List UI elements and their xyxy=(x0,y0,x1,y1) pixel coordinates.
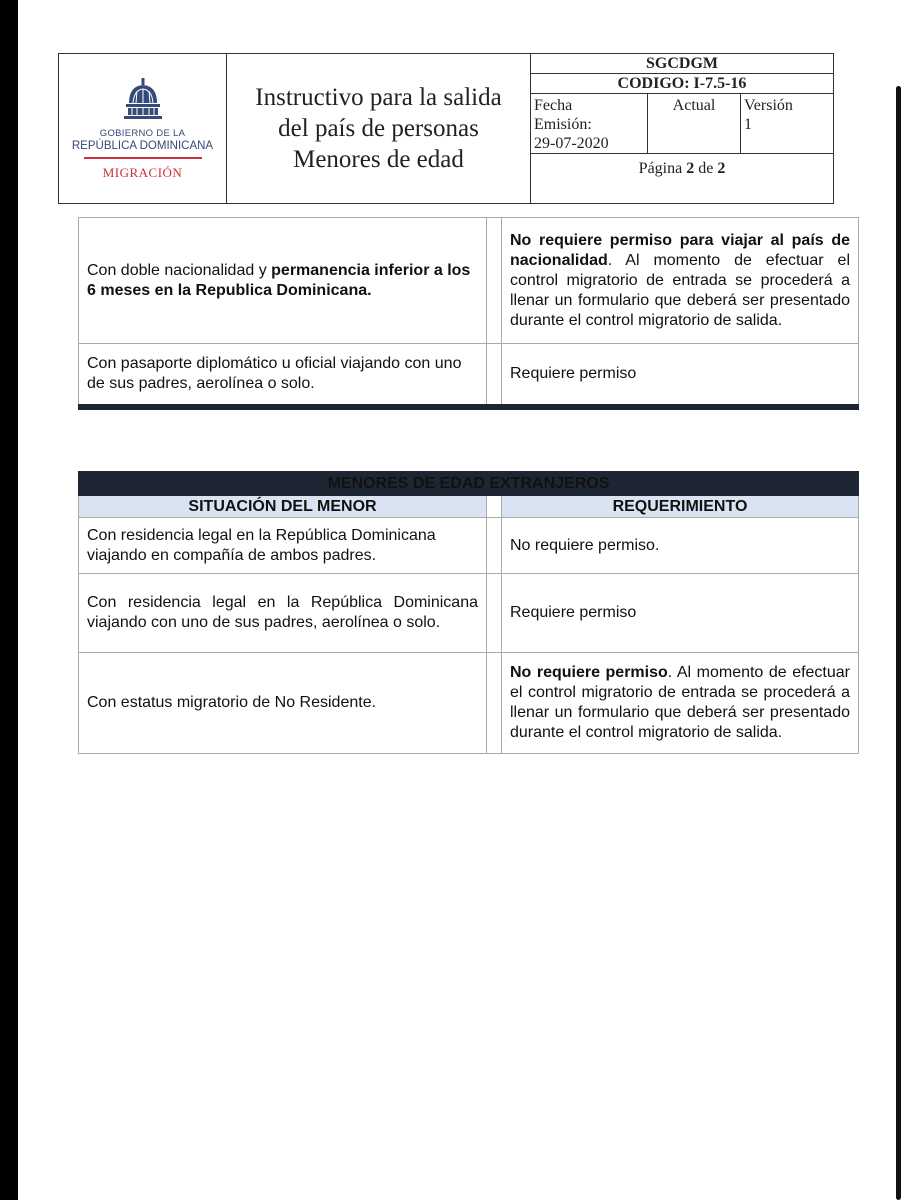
logo-cell xyxy=(59,54,227,204)
pagina-total: 2 xyxy=(717,160,726,177)
fecha-emision-cell xyxy=(531,94,648,154)
situation-text: Con residencia legal en la República Dominicana viajando con uno de sus padres, aerolínea o solo. xyxy=(87,594,478,631)
pagina-prefix: Página xyxy=(638,160,683,177)
logo-divider xyxy=(84,157,202,159)
table-title: MENORES DE EDAD EXTRANJEROS xyxy=(79,472,859,496)
document-title xyxy=(227,54,531,204)
column-gap xyxy=(487,344,502,405)
version-cell xyxy=(741,94,834,154)
version-label: Versión xyxy=(744,97,793,114)
document-header-table xyxy=(58,53,834,204)
requirement-text: No requiere permiso. xyxy=(510,536,660,554)
page-number-cell xyxy=(531,154,834,204)
situation-text: Con estatus migratorio de No Residente. xyxy=(87,694,377,711)
requirement-bold-text: No requiere permiso para viajar al país de nacionalidad xyxy=(510,231,850,269)
title-line-3: Menores de edad xyxy=(293,146,464,173)
version-value: 1 xyxy=(744,116,752,133)
logo-migracion-text: MIGRACIÓN xyxy=(102,164,183,180)
column-header-situation: SITUACIÓN DEL MENOR xyxy=(79,496,487,518)
foreign-minors-table xyxy=(78,471,859,754)
scrollbar-thumb[interactable] xyxy=(896,86,901,1200)
situation-cell xyxy=(79,574,487,653)
requirement-bold-text: No requiere permiso xyxy=(510,664,668,681)
table-row xyxy=(79,574,859,653)
table-row xyxy=(79,344,859,405)
actual-label: Actual xyxy=(672,97,716,114)
requirement-cell xyxy=(502,653,859,754)
requirement-cell xyxy=(502,344,859,405)
table-row xyxy=(79,518,859,574)
column-header-requirement: REQUERIMIENTO xyxy=(502,496,859,518)
fecha-label: Fecha xyxy=(534,97,573,114)
column-gap xyxy=(487,518,502,574)
situation-cell xyxy=(79,344,487,405)
title-line-1: Instructivo para la salida xyxy=(255,84,502,111)
emision-label: Emisión: xyxy=(534,116,592,133)
logo-republica-text: REPÚBLICA DOMINICANA xyxy=(71,139,214,152)
requirement-text: Requiere permiso xyxy=(510,604,637,621)
codigo-label: CODIGO: I-7.5-16 xyxy=(531,74,834,94)
sgcdgm-label: SGCDGM xyxy=(531,54,834,74)
requirement-text: Requiere permiso xyxy=(510,365,637,382)
requirement-cell xyxy=(502,574,859,653)
actual-cell xyxy=(648,94,741,154)
requirement-cell xyxy=(502,218,859,344)
fecha-value: 29-07-2020 xyxy=(534,135,609,152)
column-gap xyxy=(487,574,502,653)
pagina-de: de xyxy=(698,160,714,177)
table-row xyxy=(79,218,859,344)
table-row xyxy=(79,653,859,754)
column-gap xyxy=(487,218,502,344)
situation-cell xyxy=(79,218,487,344)
requirement-cell xyxy=(502,518,859,574)
situation-text: Con residencia legal en la República Dominicana viajando en compañía de ambos padres. xyxy=(87,526,436,564)
column-gap xyxy=(487,653,502,754)
logo-gobierno-text: GOBIERNO DE LA xyxy=(99,127,186,139)
situation-cell xyxy=(79,518,487,574)
pagina-num: 2 xyxy=(686,160,695,177)
requirement-text: . Al momento de efectuar el control migratorio de entrada se procederá a llenar un formulario que deberá ser presentado durante el control migratorio de salida. xyxy=(510,664,850,741)
title-line-2: del país de personas xyxy=(278,115,479,142)
situation-text: Con pasaporte diplomático u oficial viajando con uno de sus padres, aerolínea o solo. xyxy=(87,355,462,392)
capitol-dome-icon xyxy=(121,77,165,121)
column-gap xyxy=(487,496,502,518)
situation-text: Con doble nacionalidad y xyxy=(87,261,272,279)
table-bottom-bar xyxy=(78,404,859,410)
continuation-table xyxy=(78,217,859,405)
requirement-text: . Al momento de efectuar el control migratorio de entrada se procederá a llenar un formulario que deberá ser presentado durante el control migratorio de salida. xyxy=(510,251,850,329)
situation-cell xyxy=(79,653,487,754)
situation-bold-text: permanencia inferior a los 6 meses en la Republica Dominicana. xyxy=(87,261,471,299)
